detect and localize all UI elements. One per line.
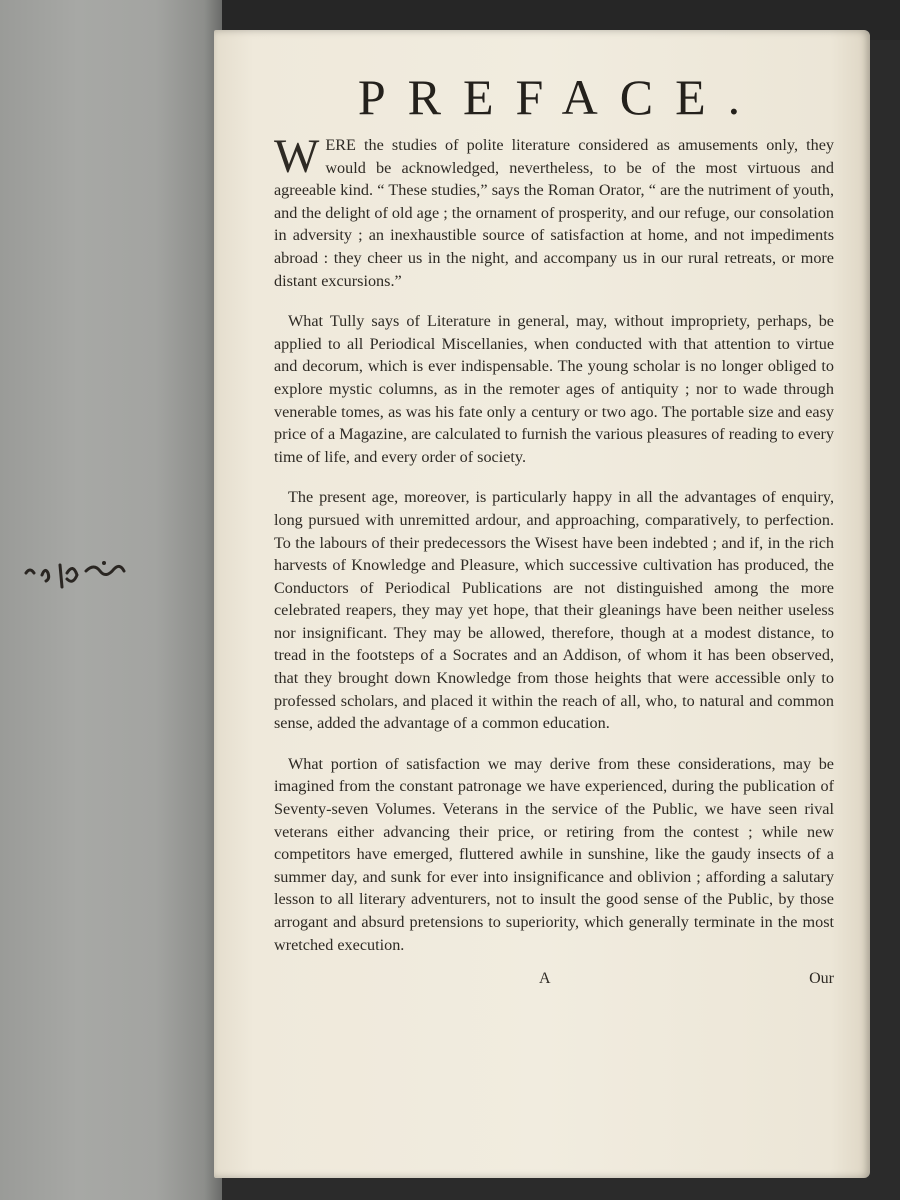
catchword: Our (809, 970, 834, 988)
paragraph-3: The present age, moreover, is particularly happy in all the advantages of enquiry, long pursued with unremitted ardour, and approaching, comparatively, to perfection. To the labours of their predecessors the Wisest have been indebted ; and if, in the rich harvests of Knowledge and Pleasure, which successive cultivation has produced, the Conductors of Periodical Publications are not distinguished among the more celebrated reapers, they may yet hope, that their gleanings have been neither useless nor insignificant. They may be allowed, therefore, though at a modest distance, to tread in the footsteps of a Socrates and an Addison, of whom it has been observed, that they brought down Knowledge from those heights that were accessible only to professed scholars, and placed it within the reach of all, who, to natural and common sense, added the advantage of a common education. (274, 488, 834, 733)
drop-cap: W (274, 130, 320, 183)
handwritten-ink-mark (22, 553, 152, 593)
paragraph-4: What portion of satisfaction we may derive from these considerations, may be imagined from the constant patronage we have experienced, during the publication of Seventy-seven Volumes. Veterans in the service of the Public, we have seen rival veterans either advancing their price, or retiring from the contest ; while new competitors have emerged, fluttered awhile in sunshine, like the gaudy insects of a summer day, and sunk for ever into insignificance and oblivion ; affording a salutary lesson to all literary adventurers, not to insult the good sense of the Public, by those arrogant and absurd pretensions to superiority, which generally terminate in the most wretched execution. (274, 754, 834, 954)
paragraph-1 (274, 130, 834, 292)
paragraph-1-text: the studies of polite literature considered as amusements only, they would be acknowledged, nevertheless, to be of the most virtuous and agreeable kind. “ These studies,” says the Roman Orator, “ are the nutriment of youth, and the delight of old age ; the ornament of prosperity, and our refuge, our consolation in adversity ; an inexhaustible source of satisfaction at home, and not impediments abroad : they cheer us in the night, and accompany us in our rural retreats, or more distant excursions.” (274, 136, 834, 290)
preface-page (214, 30, 870, 1178)
left-page-blank (0, 0, 222, 1200)
page-footer (274, 970, 834, 994)
signature-mark: A (539, 970, 551, 988)
paragraph-2: What Tully says of Literature in general, may, without impropriety, perhaps, be applied to all Periodical Miscellanies, when conducted with that attention to virtue and decorum, which is ever indispensable. The young scholar is no longer obliged to explore mystic columns, as in the remoter ages of antiquity ; nor to wade through venerable tomes, as was his fate only a century or two ago. The portable size and easy price of a Magazine, are calculated to furnish the various pleasures of reading to every time of life, and every order of society. (274, 312, 834, 466)
paragraph-1-lead: ERE (325, 136, 356, 154)
page-title: PREFACE. (357, 69, 763, 125)
page-text-block (274, 68, 834, 994)
